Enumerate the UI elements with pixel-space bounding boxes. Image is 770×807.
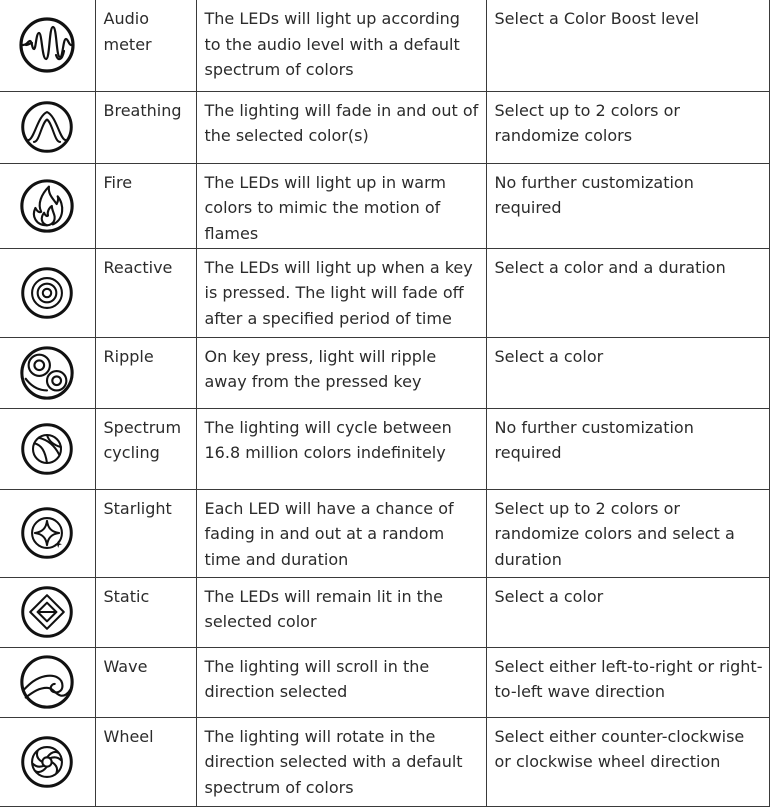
effect-name: Static bbox=[95, 577, 196, 647]
effect-customization: Select a color bbox=[486, 337, 769, 408]
audio-meter-icon bbox=[17, 15, 77, 75]
spectrum-cycling-icon bbox=[19, 421, 75, 477]
table-row bbox=[0, 91, 769, 163]
effect-customization: Select either left-to-right or right-to-left wave direction bbox=[486, 647, 769, 717]
effect-customization: No further customization required bbox=[486, 163, 769, 248]
effect-description: On key press, light will ripple away from the pressed key bbox=[196, 337, 486, 408]
effect-name: Wave bbox=[95, 647, 196, 717]
table-row bbox=[0, 0, 769, 91]
effect-name: Wheel bbox=[95, 717, 196, 806]
wheel-icon bbox=[19, 734, 75, 790]
effect-description: The LEDs will remain lit in the selected color bbox=[196, 577, 486, 647]
breathing-icon bbox=[19, 99, 75, 155]
effect-customization: Select a color and a duration bbox=[486, 248, 769, 337]
table-row bbox=[0, 408, 769, 489]
effect-name: Fire bbox=[95, 163, 196, 248]
effect-name: Ripple bbox=[95, 337, 196, 408]
effect-description: The lighting will cycle between 16.8 million colors indefinitely bbox=[196, 408, 486, 489]
effect-description: The LEDs will light up in warm colors to mimic the motion of flames bbox=[196, 163, 486, 248]
effect-name: Spectrum cycling bbox=[95, 408, 196, 489]
effect-name: Breathing bbox=[95, 91, 196, 163]
effect-customization: No further customization required bbox=[486, 408, 769, 489]
effect-customization: Select a Color Boost level bbox=[486, 0, 769, 91]
effect-customization: Select up to 2 colors or randomize colors and select a duration bbox=[486, 489, 769, 577]
effect-name: Starlight bbox=[95, 489, 196, 577]
table-row bbox=[0, 337, 769, 408]
reactive-icon bbox=[19, 265, 75, 321]
effect-name: Reactive bbox=[95, 248, 196, 337]
effect-description: Each LED will have a chance of fading in and out at a random time and duration bbox=[196, 489, 486, 577]
table-row bbox=[0, 577, 769, 647]
table-row bbox=[0, 647, 769, 717]
effect-customization: Select up to 2 colors or randomize colors bbox=[486, 91, 769, 163]
starlight-icon bbox=[19, 505, 75, 561]
table-row bbox=[0, 717, 769, 806]
table-row bbox=[0, 489, 769, 577]
effect-name: Audio meter bbox=[95, 0, 196, 91]
ripple-icon bbox=[18, 344, 76, 402]
table-row bbox=[0, 163, 769, 248]
effect-description: The LEDs will light up when a key is pressed. The light will fade off after a specified period of time bbox=[196, 248, 486, 337]
effect-description: The lighting will scroll in the direction selected bbox=[196, 647, 486, 717]
table-row bbox=[0, 248, 769, 337]
static-icon bbox=[19, 584, 75, 640]
wave-icon bbox=[18, 653, 76, 711]
effect-description: The LEDs will light up according to the audio level with a default spectrum of colors bbox=[196, 0, 486, 91]
effect-description: The lighting will fade in and out of the selected color(s) bbox=[196, 91, 486, 163]
effect-customization: Select either counter-clockwise or clockwise wheel direction bbox=[486, 717, 769, 806]
effect-description: The lighting will rotate in the direction selected with a default spectrum of colors bbox=[196, 717, 486, 806]
fire-icon bbox=[18, 177, 76, 235]
effect-customization: Select a color bbox=[486, 577, 769, 647]
